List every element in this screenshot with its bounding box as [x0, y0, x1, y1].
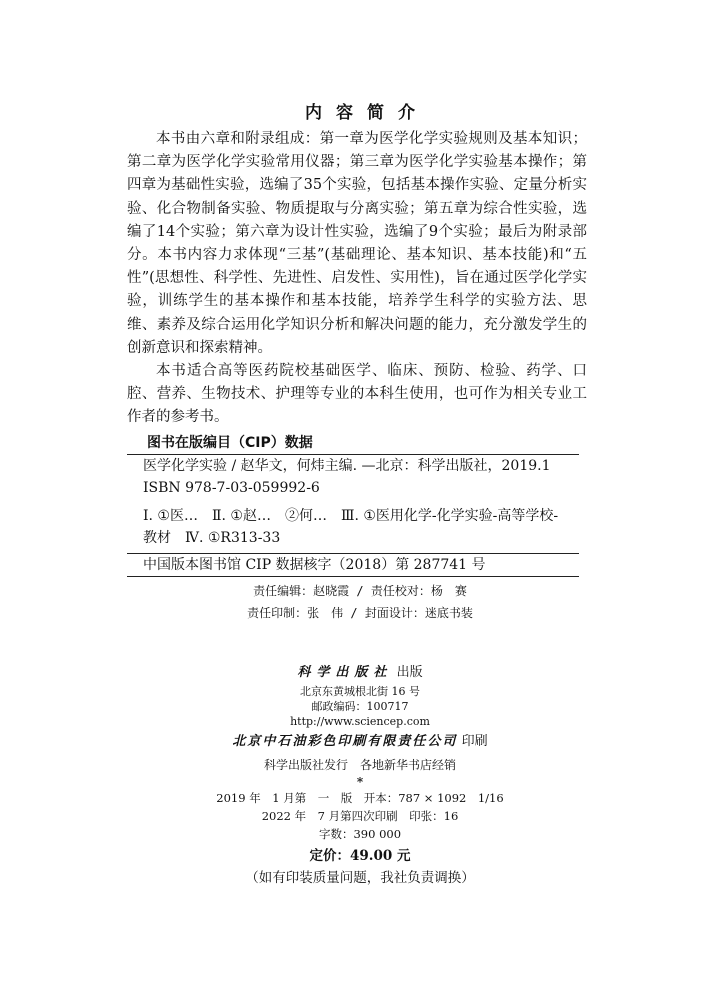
- price: 定价：49.00 元: [309, 848, 411, 864]
- summary-paragraph: 本书由六章和附录组成：第一章为医学化学实验规则及基本知识；第二章为医学化学实验常用仪器；第三章为医学化学实验基本操作；第四章为基础性实验，选编了35个实验，包括基本操作实验、定量分析实验、化合物制备实验、物质提取与分离实验；第五章为综合性实验，选编了14个实验；第六章为设计性实验，选编了9个实验；最后为附录部分。本书内容力求体现“三基”(基础理论、基本知识、基本技能)和“五性”(思想性、科学性、先进性、启发性、实用性)，旨在通过医学化学实验，训练学生的基本操作和基本技能，培养学生科学的实验方法、思维、素养及综合运用化学知识分析和解决问题的能力，充分激发学生的创新意识和探索精神。: [127, 131, 587, 356]
- editor-line-2: 责任印制：张 伟 / 封面设计：迷底书装: [247, 606, 473, 620]
- edition-line: 2019 年 1 月第 一 版 开本：787 × 1092 1/16: [216, 791, 504, 805]
- word-count: 字数：390 000: [318, 827, 402, 841]
- cip-isbn: ISBN 978-7-03-059992-6: [143, 480, 320, 496]
- cip-title: 图书在版编目（CIP）数据: [147, 435, 313, 451]
- separator-star: *: [356, 775, 364, 789]
- summary-body: [127, 128, 587, 430]
- publisher-website: http://www.sciencep.com: [290, 715, 430, 728]
- printer-line: [0, 731, 720, 753]
- cip-block: [127, 432, 579, 577]
- printer-suffix: 印刷: [461, 734, 488, 749]
- publisher-name: 科学出版社: [297, 665, 393, 680]
- summary-paragraph: 本书适合高等医药院校基础医学、临床、预防、检验、药学、口腔、营养、生物技术、护理等专业的本科生使用，也可作为相关专业工作者的参考书。: [127, 363, 587, 426]
- publisher-suffix: 出版: [396, 665, 423, 680]
- distribution-line: 科学出版社发行 各地新华书店经销: [263, 758, 456, 772]
- imprint-block: [0, 662, 720, 889]
- publisher-address: 北京东黄城根北街 16 号: [300, 685, 420, 698]
- cip-classification: Ⅰ. ①医… Ⅱ. ①赵… ②何… Ⅲ. ①医用化学-化学实验-高等学校-教材 Ⅳ. ①R313-33: [143, 508, 559, 546]
- printing-line: 2022 年 7 月第四次印刷 印张：16: [261, 809, 459, 823]
- cip-data-number: 中国版本图书馆 CIP 数据核字（2018）第 287741 号: [143, 557, 486, 573]
- summary-title: 内容简介: [305, 103, 429, 123]
- editor-line-1: 责任编辑：赵晓霞 / 责任校对：杨 赛: [253, 584, 467, 598]
- publisher-line: [0, 662, 720, 684]
- printer-name: 北京中石油彩色印刷有限责任公司: [232, 734, 458, 749]
- cip-bottom-rule: [127, 576, 579, 577]
- cip-record: 医学化学实验 / 赵华文，何炜主编. —北京：科学出版社，2019.1: [143, 458, 551, 474]
- publisher-postcode: 邮政编码：100717: [311, 700, 409, 713]
- quality-notice: （如有印装质量问题，我社负责调换）: [245, 870, 475, 886]
- editor-credits: [0, 580, 720, 624]
